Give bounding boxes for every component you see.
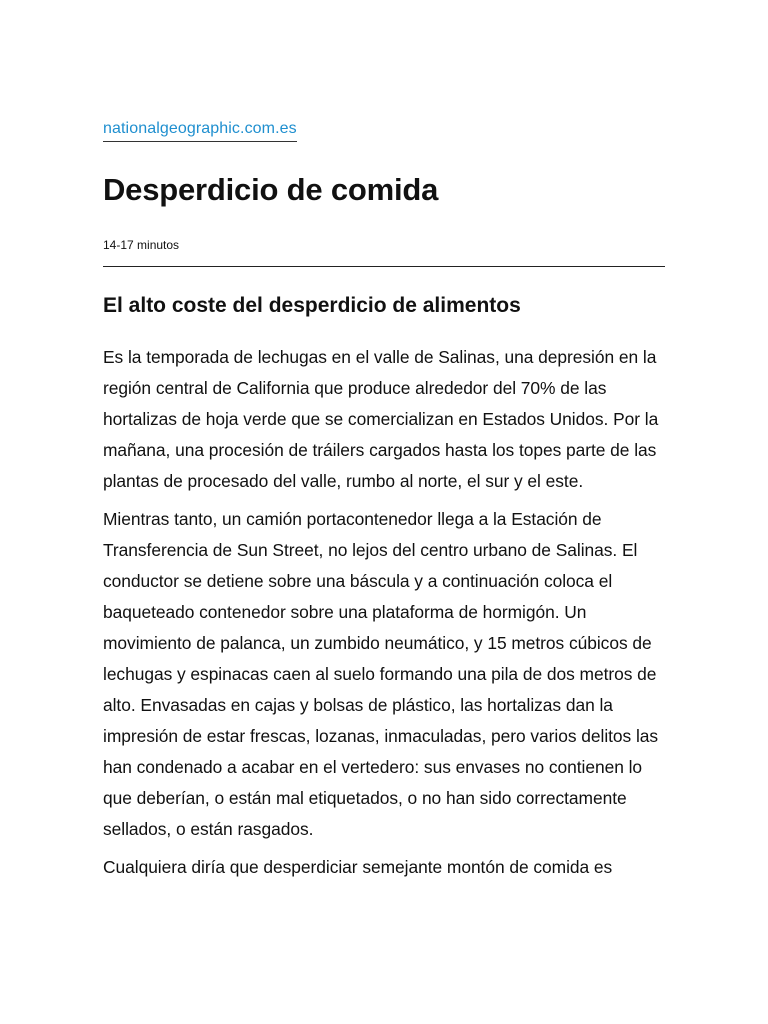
paragraph-3: Cualquiera diría que desperdiciar semejante montón de comida es [103, 857, 613, 877]
article-body [103, 342, 673, 890]
paragraph-1: Es la temporada de lechugas en el valle de Salinas, una depresión en la región central de California que produce alrededor del 70% de las hortalizas de hoja verde que se comercializan en Estados Unidos. Por la mañana, una procesión de tráilers cargados hasta los topes parte de las plantas de procesado del valle, rumbo al norte, el sur y el este. [103, 347, 659, 491]
divider [103, 266, 665, 267]
read-time: 14-17 minutos [103, 238, 180, 252]
source-link[interactable]: nationalgeographic.com.es [103, 118, 297, 142]
article-subtitle: El alto coste del desperdicio de alimentos [103, 294, 521, 317]
article-title: Desperdicio de comida [103, 172, 439, 207]
paragraph-2: Mientras tanto, un camión portacontenedor llega a la Estación de Transferencia de Sun Street, no lejos del centro urbano de Salinas. El conductor se detiene sobre una báscula y a continuación coloca el baqueteado contenedor sobre una plataforma de hormigón. Un movimiento de palanca, un zumbido neumático, y 15 metros cúbicos de lechugas y espinacas caen al suelo formando una pila de dos metros de alto. Envasadas en cajas y bolsas de plástico, las hortalizas dan la impresión de estar frescas, lozanas, inmaculadas, pero varios delitos las han condenado a acabar en el vertedero: sus envases no contienen lo que deberían, o están mal etiquetados, o no han sido correctamente sellados, o están rasgados. [103, 509, 659, 839]
